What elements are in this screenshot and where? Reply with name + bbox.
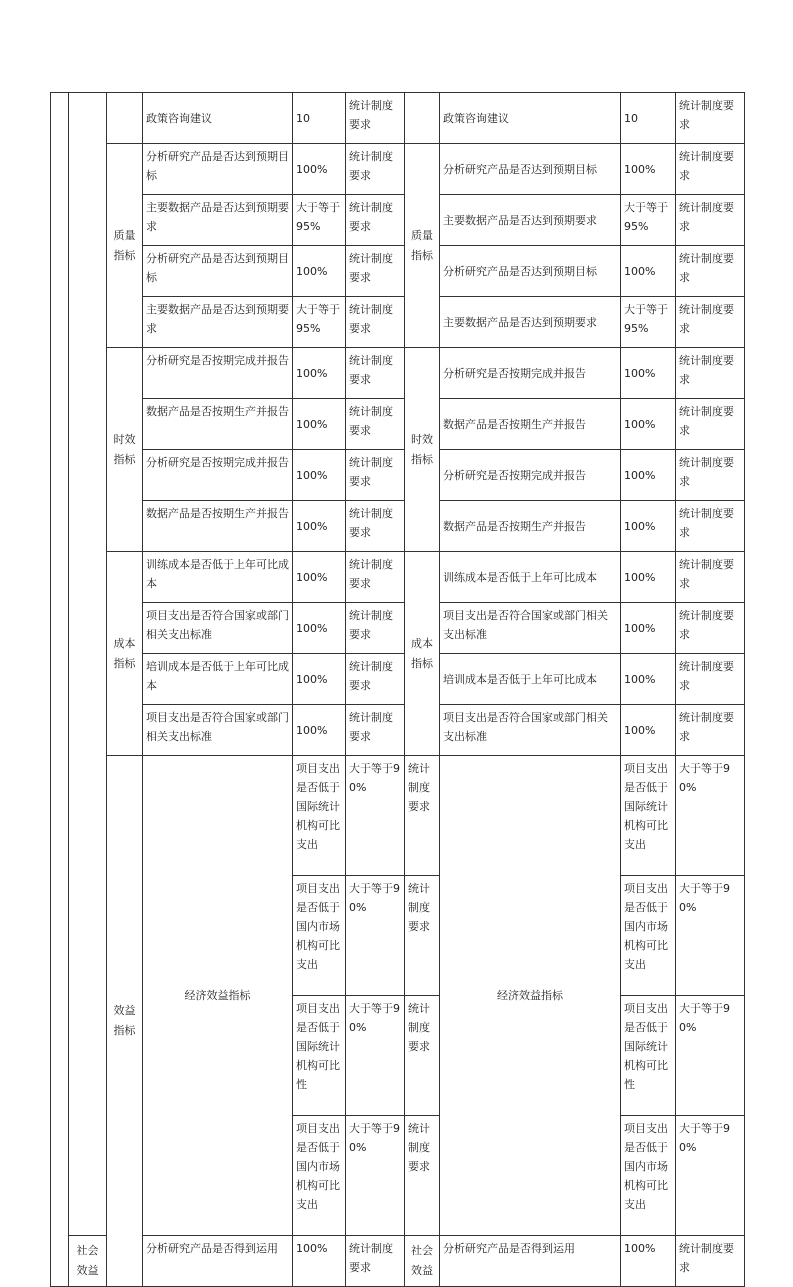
right-value-cell: 100%: [621, 1236, 676, 1287]
left-standard-cell: 统计制度要求: [346, 195, 405, 246]
table-row: [51, 93, 745, 144]
left-value-cell: 100%: [293, 348, 346, 399]
table-row: [51, 246, 745, 297]
right-indicator-cell: 项目支出是否低于国际统计机构可比性: [621, 996, 676, 1116]
right-value-cell: 100%: [621, 603, 676, 654]
left-indicator-cell: 数据产品是否按期生产并报告: [143, 501, 293, 552]
left-standard-cell: 统计制度要求: [346, 348, 405, 399]
left-standard-cell: 统计制度要求: [346, 246, 405, 297]
level2-cell-output: [69, 93, 107, 1236]
table-row: [51, 195, 745, 246]
left-indicator-cell: 政策咨询建议: [143, 93, 293, 144]
left-indicator-cell: 项目支出是否符合国家或部门相关支出标准: [143, 603, 293, 654]
left-value-cell: 100%: [293, 501, 346, 552]
left-category-cell: 时效指标: [107, 348, 143, 552]
left-standard-cell: 统计制度要求: [346, 501, 405, 552]
table-row: [51, 144, 745, 195]
right-indicator-cell: 分析研究是否按期完成并报告: [440, 348, 621, 399]
left-standard-cell: 统计制度要求: [405, 996, 440, 1116]
performance-indicator-table: [50, 92, 745, 1287]
left-indicator-cell: 分析研究产品是否得到运用: [143, 1236, 293, 1287]
left-category-cell: 社会效益: [69, 1236, 107, 1287]
level2-cell-benefit: 效益指标: [107, 756, 143, 1287]
left-standard-cell: 统计制度要求: [346, 705, 405, 756]
left-standard-cell: 统计制度要求: [405, 1116, 440, 1236]
right-indicator-cell: 项目支出是否低于国际统计机构可比支出: [621, 756, 676, 876]
left-indicator-cell: 项目支出是否低于国内市场机构可比支出: [293, 876, 346, 996]
left-value-cell: 大于等于90%: [346, 876, 405, 996]
left-value-cell: 大于等于95%: [293, 195, 346, 246]
left-category-cell: 成本指标: [107, 552, 143, 756]
left-indicator-cell: 数据产品是否按期生产并报告: [143, 399, 293, 450]
left-value-cell: 100%: [293, 1236, 346, 1287]
left-standard-cell: 统计制度要求: [346, 603, 405, 654]
right-value-cell: 100%: [621, 246, 676, 297]
left-standard-cell: 统计制度要求: [346, 450, 405, 501]
right-standard-cell: 统计制度要求: [676, 603, 745, 654]
right-standard-cell: 统计制度要求: [676, 195, 745, 246]
right-indicator-cell: 主要数据产品是否达到预期要求: [440, 195, 621, 246]
left-value-cell: 大于等于95%: [293, 297, 346, 348]
right-indicator-cell: 训练成本是否低于上年可比成本: [440, 552, 621, 603]
right-category-cell: 成本指标: [405, 552, 440, 756]
left-indicator-cell: 项目支出是否符合国家或部门相关支出标准: [143, 705, 293, 756]
right-value-cell: 大于等于95%: [621, 195, 676, 246]
table-row: [51, 348, 745, 399]
left-category-cell: [107, 93, 143, 144]
table-row: [51, 552, 745, 603]
right-indicator-cell: 分析研究是否按期完成并报告: [440, 450, 621, 501]
left-value-cell: 100%: [293, 705, 346, 756]
left-category-cell: 质量指标: [107, 144, 143, 348]
left-standard-cell: 统计制度要求: [346, 93, 405, 144]
level1-cell: [51, 93, 69, 1287]
right-category-cell: 经济效益指标: [440, 756, 621, 1236]
right-value-cell: 100%: [621, 348, 676, 399]
right-indicator-cell: 培训成本是否低于上年可比成本: [440, 654, 621, 705]
right-standard-cell: 统计制度要求: [676, 705, 745, 756]
right-value-cell: 大于等于90%: [676, 996, 745, 1116]
left-standard-cell: 统计制度要求: [346, 399, 405, 450]
left-indicator-cell: 分析研究是否按期完成并报告: [143, 348, 293, 399]
right-indicator-cell: 分析研究产品是否得到运用: [440, 1236, 621, 1287]
right-standard-cell: 统计制度要求: [676, 246, 745, 297]
right-category-cell: 质量指标: [405, 144, 440, 348]
left-standard-cell: 统计制度要求: [405, 756, 440, 876]
right-indicator-cell: 分析研究产品是否达到预期目标: [440, 246, 621, 297]
left-value-cell: 大于等于90%: [346, 756, 405, 876]
table-row: [51, 399, 745, 450]
right-indicator-cell: 项目支出是否符合国家或部门相关支出标准: [440, 705, 621, 756]
right-category-cell: [405, 93, 440, 144]
left-value-cell: 100%: [293, 399, 346, 450]
right-indicator-cell: 项目支出是否低于国内市场机构可比支出: [621, 876, 676, 996]
left-indicator-cell: 训练成本是否低于上年可比成本: [143, 552, 293, 603]
right-standard-cell: 统计制度要求: [676, 144, 745, 195]
table-row: [51, 756, 745, 876]
right-value-cell: 大于等于90%: [676, 756, 745, 876]
left-value-cell: 大于等于90%: [346, 1116, 405, 1236]
right-indicator-cell: 数据产品是否按期生产并报告: [440, 399, 621, 450]
left-standard-cell: 统计制度要求: [405, 876, 440, 996]
left-standard-cell: 统计制度要求: [346, 297, 405, 348]
right-standard-cell: 统计制度要求: [676, 450, 745, 501]
right-indicator-cell: 数据产品是否按期生产并报告: [440, 501, 621, 552]
left-value-cell: 100%: [293, 552, 346, 603]
right-value-cell: 大于等于90%: [676, 1116, 745, 1236]
right-category-cell: 时效指标: [405, 348, 440, 552]
table-row: [51, 501, 745, 552]
right-standard-cell: 统计制度要求: [676, 297, 745, 348]
left-value-cell: 100%: [293, 144, 346, 195]
left-category-cell: 经济效益指标: [143, 756, 293, 1236]
right-indicator-cell: 分析研究产品是否达到预期目标: [440, 144, 621, 195]
left-value-cell: 100%: [293, 654, 346, 705]
table-row: [51, 654, 745, 705]
right-value-cell: 100%: [621, 705, 676, 756]
table-row: [51, 705, 745, 756]
left-indicator-cell: 项目支出是否低于国际统计机构可比性: [293, 996, 346, 1116]
right-indicator-cell: 项目支出是否符合国家或部门相关支出标准: [440, 603, 621, 654]
right-value-cell: 大于等于90%: [676, 876, 745, 996]
table-row: [51, 603, 745, 654]
left-standard-cell: 统计制度要求: [346, 552, 405, 603]
left-standard-cell: 统计制度要求: [346, 1236, 405, 1287]
right-indicator-cell: 政策咨询建议: [440, 93, 621, 144]
right-indicator-cell: 主要数据产品是否达到预期要求: [440, 297, 621, 348]
right-value-cell: 10: [621, 93, 676, 144]
right-value-cell: 大于等于95%: [621, 297, 676, 348]
right-standard-cell: 统计制度要求: [676, 654, 745, 705]
left-indicator-cell: 主要数据产品是否达到预期要求: [143, 297, 293, 348]
right-value-cell: 100%: [621, 450, 676, 501]
left-value-cell: 大于等于90%: [346, 996, 405, 1116]
right-value-cell: 100%: [621, 399, 676, 450]
right-standard-cell: 统计制度要求: [676, 552, 745, 603]
right-standard-cell: 统计制度要求: [676, 399, 745, 450]
left-value-cell: 100%: [293, 246, 346, 297]
left-standard-cell: 统计制度要求: [346, 144, 405, 195]
right-category-cell: 社会效益: [405, 1236, 440, 1287]
right-standard-cell: 统计制度要求: [676, 348, 745, 399]
left-value-cell: 10: [293, 93, 346, 144]
left-indicator-cell: 分析研究产品是否达到预期目标: [143, 144, 293, 195]
left-indicator-cell: 项目支出是否低于国际统计机构可比支出: [293, 756, 346, 876]
table-row: [51, 450, 745, 501]
right-value-cell: 100%: [621, 144, 676, 195]
right-standard-cell: 统计制度要求: [676, 93, 745, 144]
right-value-cell: 100%: [621, 654, 676, 705]
left-indicator-cell: 项目支出是否低于国内市场机构可比支出: [293, 1116, 346, 1236]
left-value-cell: 100%: [293, 450, 346, 501]
left-standard-cell: 统计制度要求: [346, 654, 405, 705]
table-row: [51, 297, 745, 348]
left-indicator-cell: 分析研究是否按期完成并报告: [143, 450, 293, 501]
left-indicator-cell: 主要数据产品是否达到预期要求: [143, 195, 293, 246]
right-value-cell: 100%: [621, 501, 676, 552]
left-value-cell: 100%: [293, 603, 346, 654]
right-standard-cell: 统计制度要求: [676, 501, 745, 552]
right-value-cell: 100%: [621, 552, 676, 603]
right-standard-cell: 统计制度要求: [676, 1236, 745, 1287]
left-indicator-cell: 培训成本是否低于上年可比成本: [143, 654, 293, 705]
right-indicator-cell: 项目支出是否低于国内市场机构可比支出: [621, 1116, 676, 1236]
left-indicator-cell: 分析研究产品是否达到预期目标: [143, 246, 293, 297]
table-row: [51, 1236, 745, 1287]
